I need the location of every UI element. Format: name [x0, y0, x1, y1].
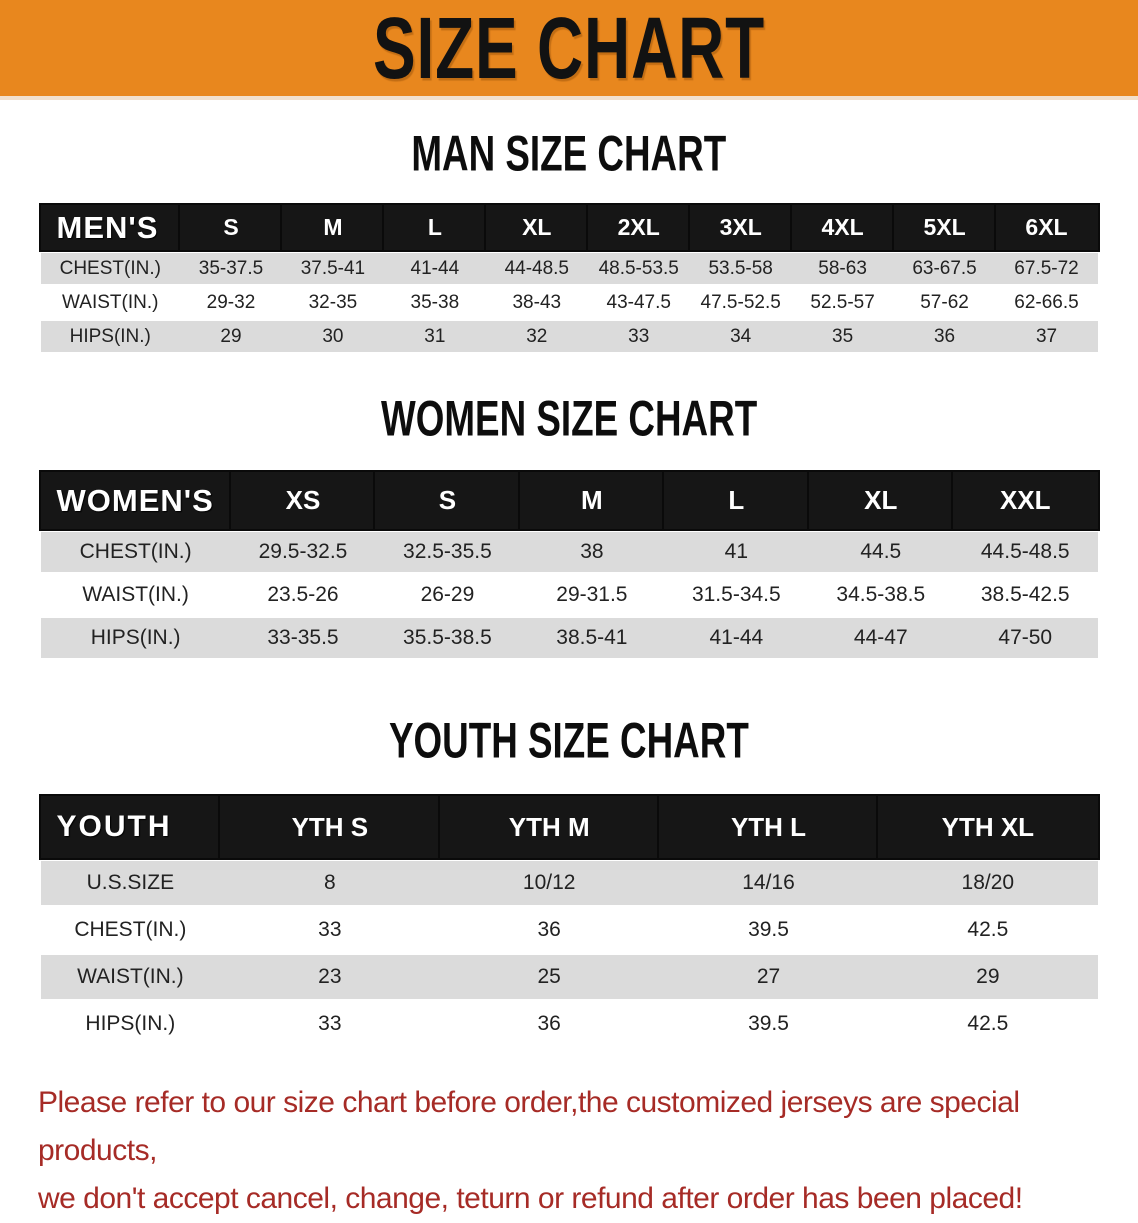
man-section-heading-text: MAN SIZE CHART — [411, 124, 727, 182]
size-column-header: XS — [231, 472, 375, 529]
size-value: 53.5-58 — [690, 253, 792, 284]
size-column-header: YTH S — [220, 796, 439, 858]
measurement-label: WAIST(IN.) — [41, 287, 181, 318]
size-column-header: 6XL — [996, 205, 1098, 250]
size-value: 38.5-41 — [520, 618, 664, 658]
size-value: 44-48.5 — [486, 253, 588, 284]
size-column-header: 4XL — [792, 205, 894, 250]
size-value: 36 — [894, 321, 996, 352]
disclaimer-line-1: Please refer to our size chart before order,the customized jerseys are special products, — [38, 1086, 1020, 1167]
size-value: 29.5-32.5 — [231, 532, 375, 572]
table-group-label: MEN'S — [41, 205, 181, 250]
youth-table-header-row — [41, 796, 1098, 858]
size-value: 35.5-38.5 — [375, 618, 519, 658]
women-section-heading — [0, 391, 1138, 445]
table-row — [41, 287, 1098, 318]
size-value: 44.5 — [809, 532, 953, 572]
table-group-label: WOMEN'S — [41, 472, 231, 529]
size-value: 41 — [664, 532, 808, 572]
size-value: 29 — [180, 321, 282, 352]
size-value: 44-47 — [809, 618, 953, 658]
size-value: 38-43 — [486, 287, 588, 318]
size-column-header: M — [282, 205, 384, 250]
measurement-label: CHEST(IN.) — [41, 253, 181, 284]
table-row — [41, 908, 1098, 952]
size-column-header: XL — [809, 472, 953, 529]
measurement-label: HIPS(IN.) — [41, 321, 181, 352]
size-value: 27 — [659, 955, 878, 999]
size-value: 36 — [440, 908, 659, 952]
size-value: 41-44 — [384, 253, 486, 284]
size-column-header: 5XL — [894, 205, 996, 250]
size-value: 33 — [220, 908, 439, 952]
measurement-label: CHEST(IN.) — [41, 532, 231, 572]
table-row — [41, 1002, 1098, 1046]
size-value: 33 — [220, 1002, 439, 1046]
size-value: 35-37.5 — [180, 253, 282, 284]
size-column-header: XL — [486, 205, 588, 250]
table-group-label: YOUTH — [41, 796, 221, 858]
size-value: 36 — [440, 1002, 659, 1046]
size-value: 25 — [440, 955, 659, 999]
table-row — [41, 321, 1098, 352]
measurement-label: WAIST(IN.) — [41, 955, 221, 999]
size-value: 34 — [690, 321, 792, 352]
size-value: 39.5 — [659, 1002, 878, 1046]
table-row — [41, 253, 1098, 284]
size-column-header: YTH XL — [878, 796, 1097, 858]
size-value: 38 — [520, 532, 664, 572]
size-value: 35 — [792, 321, 894, 352]
size-value: 67.5-72 — [996, 253, 1098, 284]
order-disclaimer — [38, 1079, 1138, 1223]
banner-title: SIZE CHART — [373, 0, 765, 97]
size-value: 31.5-34.5 — [664, 575, 808, 615]
size-value: 23.5-26 — [231, 575, 375, 615]
size-column-header: YTH M — [440, 796, 659, 858]
size-value: 33 — [588, 321, 690, 352]
size-chart-banner — [0, 0, 1138, 100]
table-row — [41, 532, 1098, 572]
men-size-table — [41, 202, 1098, 355]
table-row — [41, 575, 1098, 615]
size-value: 29-31.5 — [520, 575, 664, 615]
table-row — [41, 955, 1098, 999]
size-value: 32-35 — [282, 287, 384, 318]
men-table-header-row — [41, 205, 1098, 250]
youth-size-table — [41, 793, 1098, 1049]
size-column-header: L — [664, 472, 808, 529]
youth-section-heading-text: YOUTH SIZE CHART — [389, 711, 749, 769]
size-value: 57-62 — [894, 287, 996, 318]
size-value: 34.5-38.5 — [809, 575, 953, 615]
size-value: 32.5-35.5 — [375, 532, 519, 572]
size-value: 43-47.5 — [588, 287, 690, 318]
size-column-header: XXL — [953, 472, 1097, 529]
size-value: 32 — [486, 321, 588, 352]
size-value: 8 — [220, 861, 439, 905]
size-value: 35-38 — [384, 287, 486, 318]
table-row — [41, 861, 1098, 905]
size-value: 31 — [384, 321, 486, 352]
size-value: 38.5-42.5 — [953, 575, 1097, 615]
size-value: 29 — [878, 955, 1097, 999]
size-value: 63-67.5 — [894, 253, 996, 284]
youth-section-heading — [0, 713, 1138, 767]
measurement-label: U.S.SIZE — [41, 861, 221, 905]
women-section-heading-text: WOMEN SIZE CHART — [380, 389, 758, 447]
size-value: 30 — [282, 321, 384, 352]
women-table-header-row — [41, 472, 1098, 529]
size-value: 37 — [996, 321, 1098, 352]
women-size-table — [41, 469, 1098, 661]
size-value: 41-44 — [664, 618, 808, 658]
size-column-header: L — [384, 205, 486, 250]
size-value: 18/20 — [878, 861, 1097, 905]
size-value: 37.5-41 — [282, 253, 384, 284]
size-value: 47-50 — [953, 618, 1097, 658]
size-column-header: 2XL — [588, 205, 690, 250]
measurement-label: HIPS(IN.) — [41, 618, 231, 658]
size-value: 14/16 — [659, 861, 878, 905]
size-value: 52.5-57 — [792, 287, 894, 318]
size-value: 58-63 — [792, 253, 894, 284]
table-row — [41, 618, 1098, 658]
size-value: 33-35.5 — [231, 618, 375, 658]
size-value: 42.5 — [878, 908, 1097, 952]
measurement-label: CHEST(IN.) — [41, 908, 221, 952]
size-column-header: S — [180, 205, 282, 250]
size-value: 47.5-52.5 — [690, 287, 792, 318]
size-value: 62-66.5 — [996, 287, 1098, 318]
disclaimer-line-2: we don't accept cancel, change, teturn or refund after order has been placed! — [38, 1182, 1023, 1215]
measurement-label: HIPS(IN.) — [41, 1002, 221, 1046]
size-value: 42.5 — [878, 1002, 1097, 1046]
size-value: 23 — [220, 955, 439, 999]
size-value: 48.5-53.5 — [588, 253, 690, 284]
size-value: 26-29 — [375, 575, 519, 615]
size-column-header: S — [375, 472, 519, 529]
size-value: 44.5-48.5 — [953, 532, 1097, 572]
size-column-header: YTH L — [659, 796, 878, 858]
measurement-label: WAIST(IN.) — [41, 575, 231, 615]
man-section-heading — [0, 126, 1138, 180]
size-value: 10/12 — [440, 861, 659, 905]
size-column-header: M — [520, 472, 664, 529]
size-column-header: 3XL — [690, 205, 792, 250]
size-value: 39.5 — [659, 908, 878, 952]
size-value: 29-32 — [180, 287, 282, 318]
